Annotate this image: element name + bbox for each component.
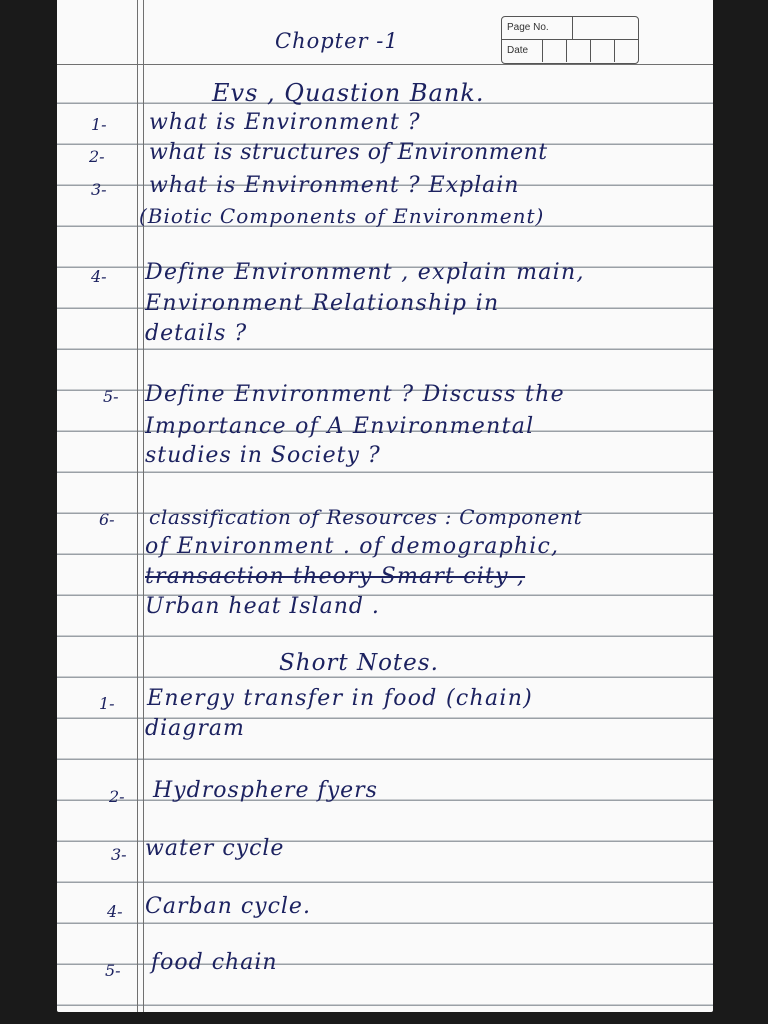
question-number: 5- — [103, 387, 119, 406]
question-line: of Environment . of demographic, — [145, 534, 560, 559]
question-line: Importance of A Environmental — [145, 414, 535, 439]
question-line: what is structures of Environment — [149, 140, 548, 165]
note-number: 5- — [105, 961, 121, 980]
question-number: 4- — [91, 267, 107, 286]
question-line: details ? — [145, 321, 248, 346]
page-date-box — [501, 16, 639, 64]
note-number: 2- — [109, 787, 125, 806]
question-number: 1- — [91, 115, 107, 134]
chapter-heading: Chopter -1 — [275, 29, 399, 53]
note-line: food chain — [151, 950, 278, 975]
question-line: studies in Society ? — [145, 443, 381, 468]
question-line: Environment Relationship in — [145, 291, 500, 316]
question-number: 6- — [99, 510, 115, 529]
note-line: Hydrosphere fyers — [153, 778, 378, 803]
question-line: (Biotic Components of Environment) — [139, 204, 545, 228]
question-number: 2- — [89, 147, 105, 166]
margin-line — [137, 0, 144, 1012]
question-line: Urban heat Island . — [145, 594, 380, 619]
short-notes-heading: Short Notes. — [279, 650, 439, 676]
question-number: 3- — [91, 180, 107, 199]
question-line: classification of Resources : Component — [149, 505, 583, 529]
question-line: transaction theory Smart city , — [145, 564, 526, 589]
question-line: Define Environment ? Discuss the — [145, 382, 565, 407]
note-number: 3- — [111, 845, 127, 864]
note-number: 4- — [107, 902, 123, 921]
question-line: Define Environment , explain main, — [145, 260, 585, 285]
page-title: Evs , Quastion Bank. — [212, 79, 485, 107]
note-line: Energy transfer in food (chain) — [147, 686, 534, 711]
question-line: what is Environment ? Explain — [149, 173, 520, 198]
question-line: what is Environment ? — [149, 110, 421, 135]
date-label: Date — [507, 45, 529, 56]
note-line: Carban cycle. — [145, 894, 311, 919]
note-line: water cycle — [145, 836, 285, 861]
note-number: 1- — [99, 694, 115, 713]
page-no-label: Page No. — [507, 22, 549, 33]
notebook-page — [57, 0, 713, 1012]
note-line: diagram — [145, 716, 245, 741]
